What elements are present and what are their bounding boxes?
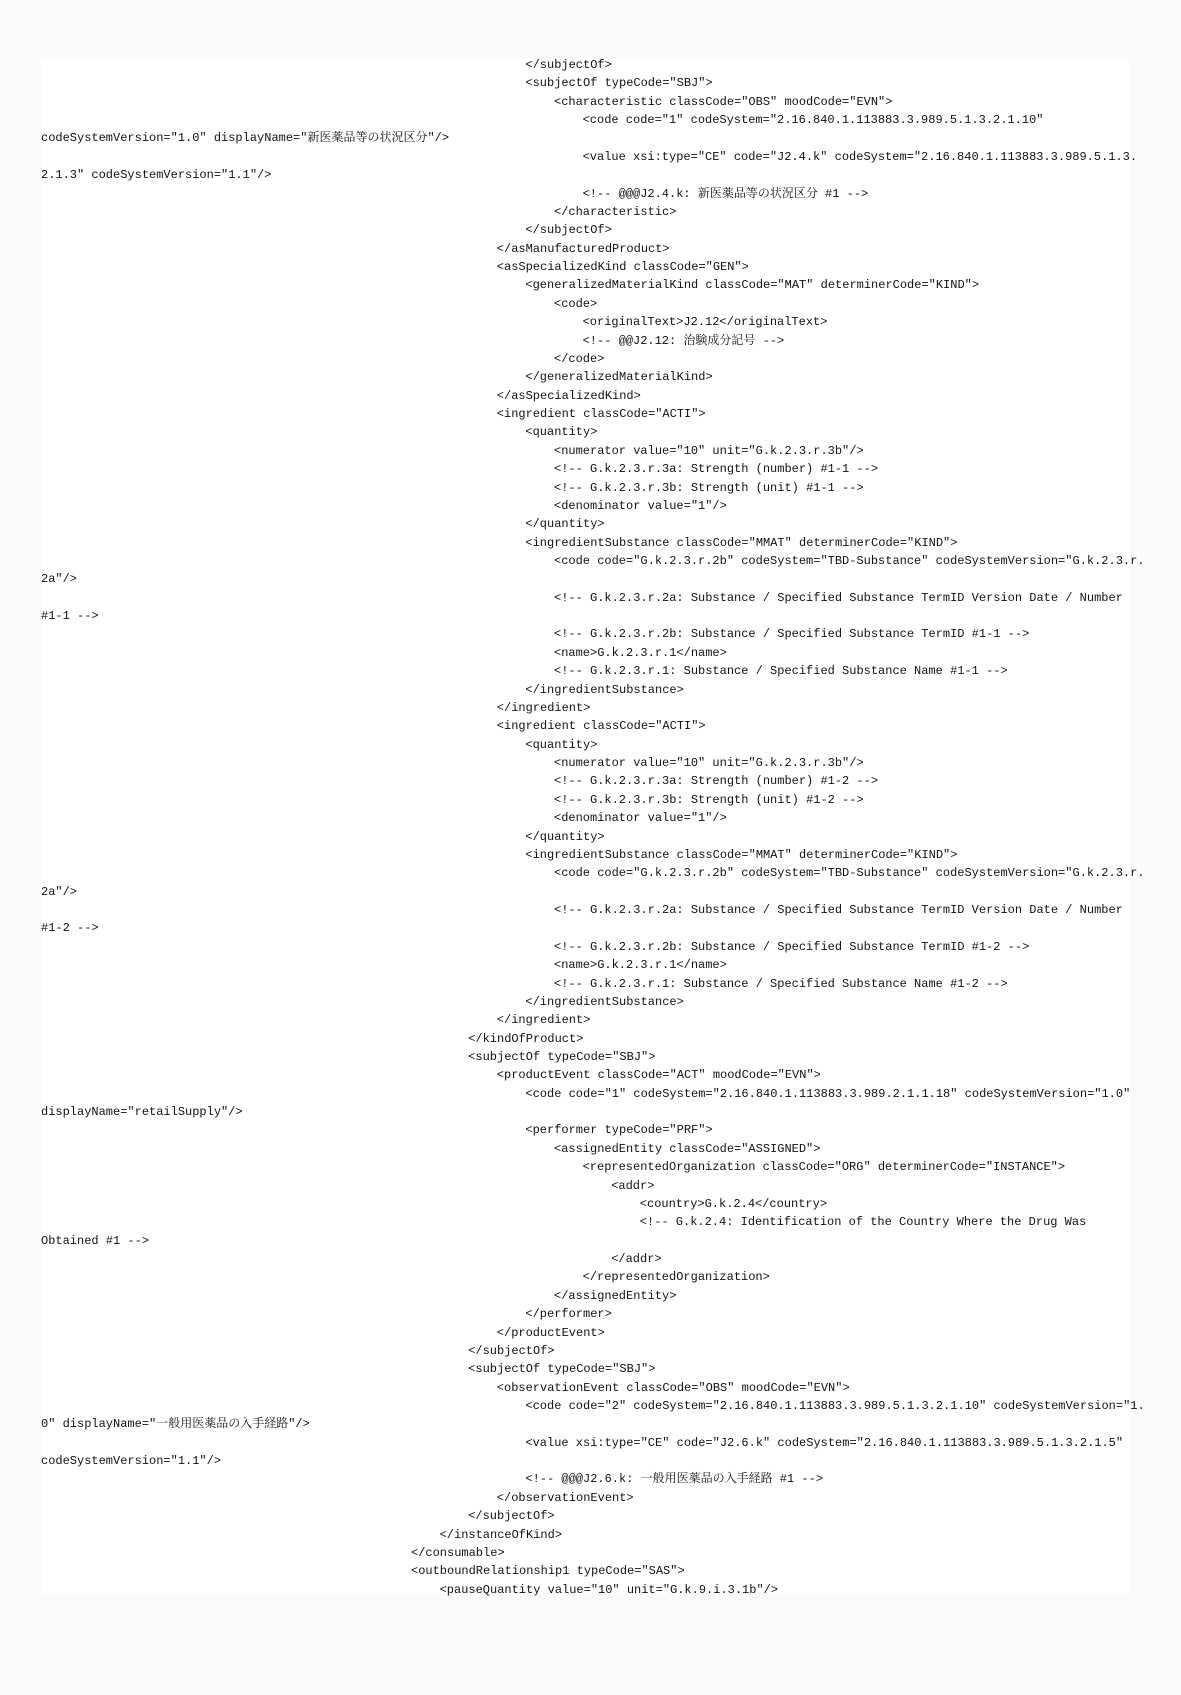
code-line: <!-- G.k.2.3.r.3b: Strength (unit) #1-2 -->: [554, 792, 864, 807]
code-line: <!-- @@@J2.6.k: 一般用医薬品の入手経路 #1 -->: [525, 1472, 824, 1487]
code-line: <ingredient classCode="ACTI">: [496, 407, 706, 422]
code-line: #1-2 -->: [41, 921, 99, 936]
code-line: <code code="1" codeSystem="2.16.840.1.113883.3.989.5.1.3.2.1.10": [582, 113, 1044, 128]
code-line: </productEvent>: [496, 1325, 605, 1340]
code-line: <outboundRelationship1 typeCode="SAS">: [411, 1564, 685, 1579]
code-line: <value xsi:type="CE" code="J2.6.k" codeSystem="2.16.840.1.113883.3.989.5.1.3.2.1.5": [525, 1435, 1124, 1450]
code-line: displayName="retailSupply"/>: [41, 1105, 243, 1120]
code-line: <denominator value="1"/>: [554, 498, 727, 513]
code-line: <performer typeCode="PRF">: [525, 1123, 713, 1138]
code-line: </ingredientSubstance>: [525, 682, 684, 697]
code-line: codeSystemVersion="1.1"/>: [41, 1454, 222, 1469]
code-line: <subjectOf typeCode="SBJ">: [468, 1049, 656, 1064]
code-line: </observationEvent>: [496, 1490, 634, 1505]
code-line: <!-- G.k.2.3.r.2a: Substance / Specified Substance TermID Version Date / Number: [554, 590, 1123, 605]
code-line: <characteristic classCode="OBS" moodCode="EVN">: [554, 94, 893, 109]
code-line: </ingredient>: [496, 1013, 591, 1028]
code-line: <productEvent classCode="ACT" moodCode="EVN">: [496, 1068, 821, 1083]
code-line: </kindOfProduct>: [468, 1031, 584, 1046]
code-line: </subjectOf>: [525, 223, 612, 238]
code-line: <ingredient classCode="ACTI">: [496, 719, 706, 734]
code-line: <numerator value="10" unit="G.k.2.3.r.3b"/>: [554, 443, 864, 458]
code-line: <name>G.k.2.3.r.1</name>: [554, 958, 727, 973]
code-line: <representedOrganization classCode="ORG" determinerCode="INSTANCE">: [582, 1160, 1066, 1175]
code-line: <code code="2" codeSystem="2.16.840.1.113883.3.989.5.1.3.2.1.10" codeSystemVersion="1.: [525, 1399, 1145, 1413]
code-line: </subjectOf>: [525, 58, 612, 72]
code-line: <numerator value="10" unit="G.k.2.3.r.3b"/>: [554, 756, 864, 771]
code-line: <addr>: [611, 1178, 655, 1193]
code-line: <code code="G.k.2.3.r.2b" codeSystem="TBD-Substance" codeSystemVersion="G.k.2.3.r.: [554, 866, 1145, 881]
code-line: </addr>: [611, 1252, 662, 1267]
code-line: <!-- G.k.2.3.r.1: Substance / Specified Substance Name #1-2 -->: [554, 976, 1008, 991]
code-line: </characteristic>: [554, 204, 677, 219]
code-line: </asManufacturedProduct>: [496, 241, 670, 256]
code-line: <code>: [554, 296, 598, 311]
code-line: <!-- G.k.2.3.r.2a: Substance / Specified Substance TermID Version Date / Number: [554, 903, 1123, 918]
code-line: <!-- @@J2.12: 治験成分記号 -->: [582, 333, 785, 348]
code-line: </code>: [554, 351, 605, 366]
code-line: </asSpecializedKind>: [496, 388, 641, 403]
code-line: <subjectOf typeCode="SBJ">: [525, 76, 713, 91]
code-line: </instanceOfKind>: [439, 1527, 563, 1542]
code-line: </consumable>: [411, 1545, 505, 1560]
code-line: <!-- G.k.2.3.r.2b: Substance / Specified Substance TermID #1-2 -->: [554, 939, 1030, 954]
code-line: </ingredientSubstance>: [525, 994, 684, 1009]
code-line: </representedOrganization>: [582, 1270, 770, 1285]
code-line: <code code="G.k.2.3.r.2b" codeSystem="TBD-Substance" codeSystemVersion="G.k.2.3.r.: [554, 553, 1145, 568]
code-line: <!-- G.k.2.4: Identification of the Country Where the Drug Was: [639, 1215, 1087, 1230]
code-line: <denominator value="1"/>: [554, 811, 727, 826]
code-line: </quantity>: [525, 517, 605, 532]
code-line: <quantity>: [525, 737, 598, 752]
code-line: </subjectOf>: [468, 1509, 555, 1524]
code-line: <name>G.k.2.3.r.1</name>: [554, 645, 727, 660]
code-line: 0" displayName="一般用医薬品の入手経路"/>: [41, 1417, 310, 1432]
code-line: <subjectOf typeCode="SBJ">: [468, 1362, 656, 1377]
code-line: 2a"/>: [41, 884, 78, 899]
code-line: </generalizedMaterialKind>: [525, 370, 713, 385]
code-line: <assignedEntity classCode="ASSIGNED">: [554, 1141, 821, 1156]
code-line: <!-- G.k.2.3.r.1: Substance / Specified Substance Name #1-1 -->: [554, 664, 1008, 679]
code-line: <!-- G.k.2.3.r.3b: Strength (unit) #1-1 -->: [554, 480, 864, 495]
code-line: </performer>: [525, 1307, 612, 1322]
code-line: <code code="1" codeSystem="2.16.840.1.113883.3.989.2.1.1.18" codeSystemVersion="1.0": [525, 1086, 1131, 1101]
code-line: <pauseQuantity value="10" unit="G.k.9.i.3.1b"/>: [439, 1582, 779, 1597]
code-line: <generalizedMaterialKind classCode="MAT" determinerCode="KIND">: [525, 278, 980, 293]
code-line: <!-- @@@J2.4.k: 新医薬品等の状況区分 #1 -->: [582, 186, 869, 201]
code-line: <ingredientSubstance classCode="MMAT" determinerCode="KIND">: [525, 847, 958, 862]
code-line: </quantity>: [525, 829, 605, 844]
code-line: </subjectOf>: [468, 1343, 555, 1358]
code-line: <ingredientSubstance classCode="MMAT" determinerCode="KIND">: [525, 535, 958, 550]
code-line: <!-- G.k.2.3.r.3a: Strength (number) #1-1 -->: [554, 462, 879, 477]
code-line: <!-- G.k.2.3.r.2b: Substance / Specified Substance TermID #1-1 -->: [554, 627, 1030, 642]
code-line: #1-1 -->: [41, 609, 99, 624]
code-line: 2.1.3" codeSystemVersion="1.1"/>: [41, 168, 272, 183]
code-line: <observationEvent classCode="OBS" moodCode="EVN">: [496, 1380, 850, 1395]
code-line: codeSystemVersion="1.0" displayName="新医薬品等の状況区分"/>: [41, 131, 450, 146]
code-line: <asSpecializedKind classCode="GEN">: [496, 260, 749, 275]
code-line: <country>G.k.2.4</country>: [639, 1196, 828, 1211]
code-line: Obtained #1 -->: [41, 1233, 150, 1248]
code-line: </assignedEntity>: [554, 1288, 677, 1303]
code-line: 2a"/>: [41, 572, 78, 587]
code-line: <value xsi:type="CE" code="J2.4.k" codeSystem="2.16.840.1.113883.3.989.5.1.3.: [582, 149, 1138, 164]
code-line: <originalText>J2.12</originalText>: [582, 315, 828, 330]
code-line: </ingredient>: [496, 700, 591, 715]
code-line: <!-- G.k.2.3.r.3a: Strength (number) #1-2 -->: [554, 774, 879, 789]
code-line: <quantity>: [525, 425, 598, 440]
